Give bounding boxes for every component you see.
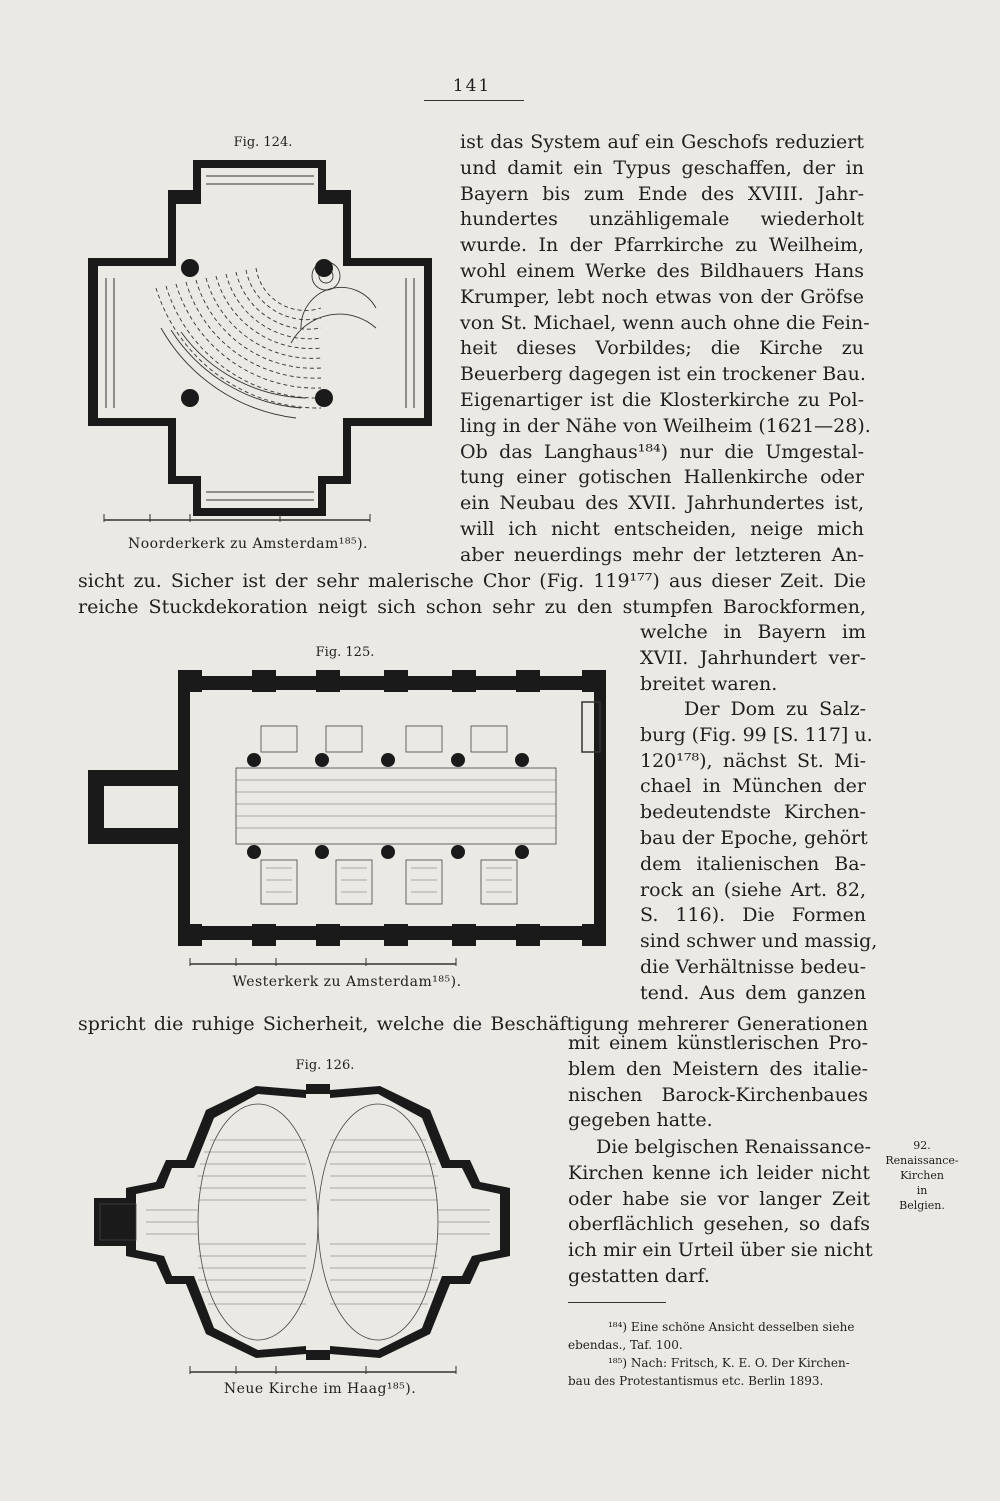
text-line: rock an (siehe Art. 82, [640, 878, 866, 901]
figure-124-label: Fig. 124. [233, 135, 293, 150]
text-line: und damit ein Typus geschaffen, der in [460, 156, 864, 179]
paragraph-1 [460, 130, 871, 569]
paragraph-3 [640, 697, 878, 1007]
text-line: gestatten darf. [568, 1264, 710, 1287]
text-line: wohl einem Werke des Bildhauers Hans [460, 259, 864, 282]
text-line: nischen Barock-Kirchenbaues [568, 1083, 868, 1106]
figure-126-scale-bar [186, 1360, 466, 1380]
text-line: bedeutendste Kirchen- [640, 801, 866, 824]
text-line: Eigenartiger ist die Klosterkirche zu Pol- [460, 388, 864, 411]
figure-124-floor-plan [86, 158, 436, 530]
text-line: ist das System auf ein Geschofs reduziert [460, 131, 864, 153]
text-line: Die belgischen Renaissance- [596, 1136, 872, 1158]
text-line: blem den Meistern des italie- [568, 1057, 868, 1080]
text-line: heit dieses Vorbildes; die Kirche zu [460, 337, 864, 360]
text-line: ein Neubau des XVII. Jahrhundertes ist, [460, 492, 864, 515]
paragraph-4 [568, 1031, 868, 1134]
text-line: Der Dom zu Salz- [684, 698, 866, 720]
text-line: die Verhältnisse bedeu- [640, 955, 866, 978]
margin-note-number: 92. [913, 1139, 931, 1152]
text-line: spricht die ruhige Sicherheit, welche die Beschäftigung mehrerer Generationen [78, 1013, 868, 1035]
figure-124-caption: Noorderkerk zu Amsterdam¹⁸⁵). [128, 536, 368, 552]
text-line: bau der Epoche, gehört [640, 826, 868, 849]
text-line: reiche Stuckdekoration neigt sich schon sehr zu den stumpfen Barockformen, [78, 595, 866, 618]
footnote-185-continued: bau des Protestantismus etc. Berlin 1893. [568, 1374, 824, 1388]
margin-note-line: Kirchen [900, 1169, 944, 1182]
text-line: burg (Fig. 99 [S. 117] u. [640, 723, 873, 746]
text-line: welche in Bayern im [640, 621, 866, 643]
footnote-185: ¹⁸⁵) Nach: Fritsch, K. E. O. Der Kirchen- [608, 1356, 850, 1370]
text-line: will ich nicht entscheiden, neige mich [460, 517, 864, 540]
footnote-184-continued: ebendas., Taf. 100. [568, 1338, 683, 1352]
figure-125-label: Fig. 125. [315, 645, 375, 660]
text-line: ling in der Nähe von Weilheim (1621—28). [460, 414, 871, 437]
text-line: mit einem künstlerischen Pro- [568, 1032, 868, 1054]
text-line: tend. Aus dem ganzen [640, 981, 866, 1004]
figure-126-label: Fig. 126. [295, 1058, 355, 1073]
text-line: Ob das Langhaus¹⁸⁴) nur die Umgestal- [460, 440, 864, 463]
text-line: Beuerberg dagegen ist ein trockener Bau. [460, 363, 866, 386]
text-line: dem italienischen Ba- [640, 852, 866, 875]
figure-125-caption: Westerkerk zu Amsterdam¹⁸⁵). [232, 974, 462, 990]
text-line: 120¹⁷⁸), nächst St. Mi- [640, 749, 866, 772]
text-line: oder habe sie vor langer Zeit [568, 1187, 870, 1210]
footnote-rule [568, 1302, 666, 1303]
page-number: 141 [452, 76, 492, 96]
text-line: Bayern bis zum Ende des XVIII. Jahr- [460, 182, 864, 205]
margin-note-line: Belgien. [899, 1199, 945, 1212]
footnote-184: ¹⁸⁴) Eine schöne Ansicht desselben siehe [608, 1320, 855, 1334]
text-line: Kirchen kenne ich leider nicht [568, 1161, 870, 1184]
figure-126-floor-plan [86, 1080, 554, 1362]
text-line: S. 116). Die Formen [640, 904, 866, 927]
paragraph-1-continued [78, 569, 866, 621]
figure-125-floor-plan [86, 668, 612, 950]
text-line: ich mir ein Urteil über sie nicht [568, 1239, 873, 1262]
footnotes [568, 1318, 878, 1390]
text-line: breitet waren. [640, 672, 778, 695]
figure-125-scale-bar [186, 952, 466, 972]
margin-note-line: in [916, 1184, 928, 1197]
text-line: hundertes unzähligemale wiederholt [460, 208, 864, 231]
text-line: Krumper, lebt noch etwas von der Gröfse [460, 285, 864, 308]
text-line: wurde. In der Pfarrkirche zu Weilheim, [460, 234, 864, 257]
text-line: gegeben hatte. [568, 1109, 713, 1132]
text-line: sind schwer und massig, [640, 930, 878, 953]
text-line: aber neuerdings mehr der letzteren An- [460, 543, 864, 566]
text-line: oberflächlich gesehen, so dafs [568, 1213, 870, 1236]
text-line: tung einer gotischen Hallenkirche oder [460, 466, 864, 489]
figure-124-scale-bar [100, 508, 380, 530]
margin-note-line: Renaissance- [885, 1154, 959, 1167]
margin-note [880, 1138, 964, 1213]
figure-126-caption: Neue Kirche im Haag¹⁸⁵). [223, 1381, 417, 1397]
text-line: XVII. Jahrhundert ver- [640, 646, 866, 669]
paragraph-5 [568, 1135, 873, 1290]
header-rule [424, 100, 524, 101]
text-line: chael in München der [640, 775, 866, 798]
text-line: von St. Michael, wenn auch ohne die Fein- [460, 311, 870, 334]
text-line: sicht zu. Sicher ist der sehr malerische Chor (Fig. 119¹⁷⁷) aus dieser Zeit. Die [78, 570, 866, 592]
paragraph-2 [640, 620, 866, 697]
